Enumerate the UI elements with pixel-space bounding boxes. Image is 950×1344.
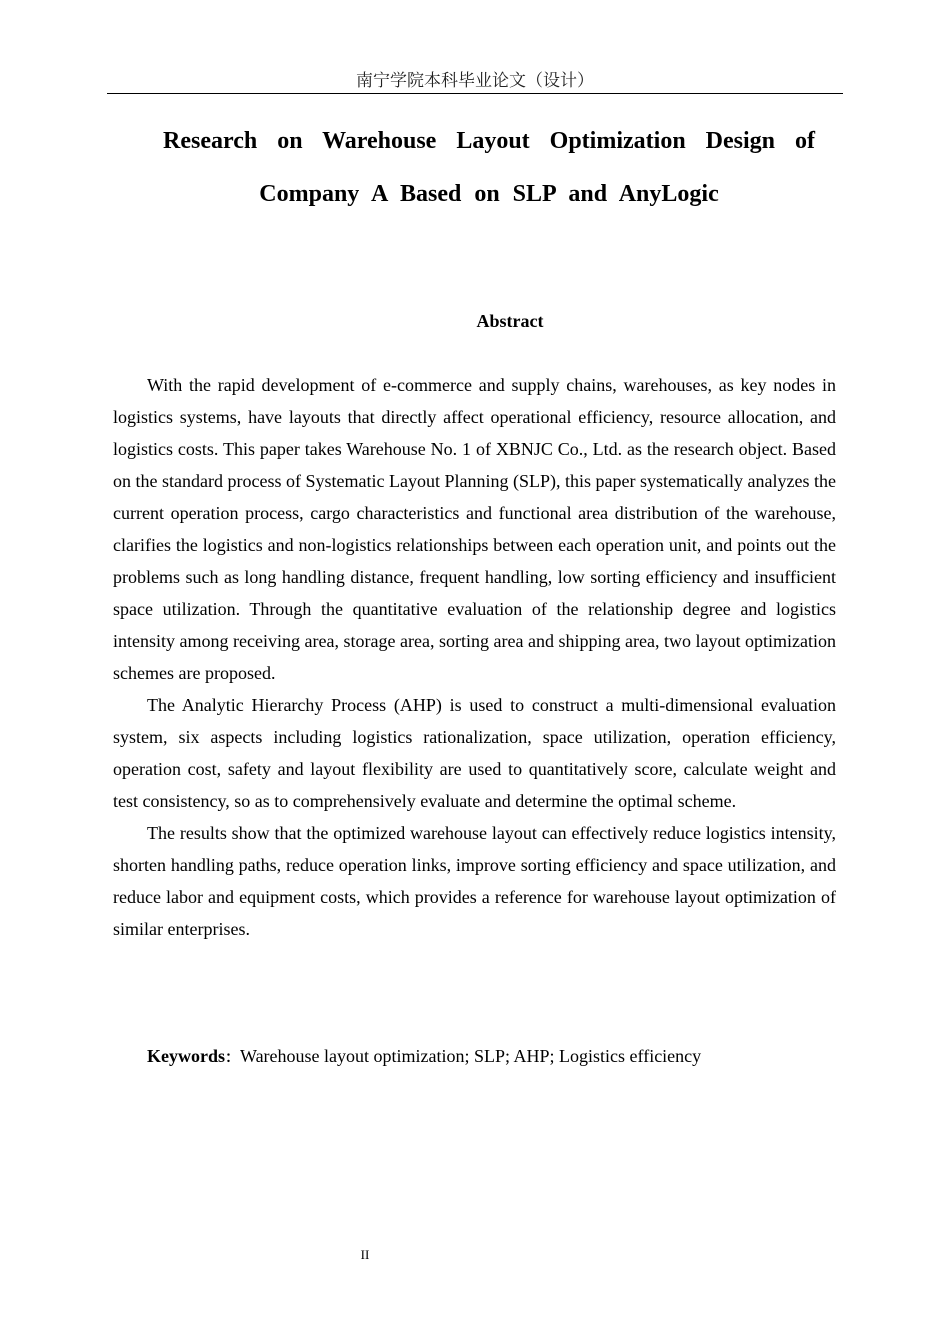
abstract-heading: Abstract — [476, 311, 544, 331]
paper-title-line-2: Company A Based on SLP and AnyLogic — [259, 181, 719, 207]
running-header: 南宁学院本科毕业论文（设计） — [356, 71, 594, 91]
keywords-label: Keywords — [147, 1046, 225, 1066]
keywords-text: Warehouse layout optimization; SLP; AHP; Logistics efficiency — [240, 1046, 702, 1066]
abstract-body — [113, 369, 836, 945]
keywords-separator: ： — [225, 1048, 241, 1066]
abstract-paragraph-3: The results show that the optimized warehouse layout can effectively reduce logistics intensity, shorten handling paths, reduce operation links, improve sorting efficiency and space utilization, and reduce labor and equipment costs, which provides a reference for warehouse layout optimization of similar enterprises. — [113, 823, 836, 939]
paper-title-line-1: Research on Warehouse Layout Optimization Design of — [163, 128, 815, 154]
abstract-paragraph-2: The Analytic Hierarchy Process (AHP) is used to construct a multi-dimensional evaluation system, six aspects including logistics rationalization, space utilization, operation efficiency, operation cost, safety and layout flexibility are used to quantitatively score, calculate weight and test consistency, so as to comprehensively evaluate and determine the optimal scheme. — [113, 695, 836, 811]
page-number: II — [360, 1247, 370, 1262]
abstract-paragraph-1: With the rapid development of e-commerce and supply chains, warehouses, as key nodes in logistics systems, have layouts that directly affect operational efficiency, resource allocation, and logistics costs. This paper takes Warehouse No. 1 of XBNJC Co., Ltd. as the research object. Based on the standard process of Systematic Layout Planning (SLP), this paper systematically analyzes the current operation process, cargo characteristics and functional area distribution of the warehouse, clarifies the logistics and non-logistics relationships between each operation unit, and points out the problems such as long handling distance, frequent handling, low sorting efficiency and insufficient space utilization. Through the quantitative evaluation of the relationship degree and logistics intensity among receiving area, storage area, sorting area and shipping area, two layout optimization schemes are proposed. — [113, 375, 836, 683]
keywords-line — [147, 1043, 847, 1070]
header-rule — [107, 93, 843, 94]
